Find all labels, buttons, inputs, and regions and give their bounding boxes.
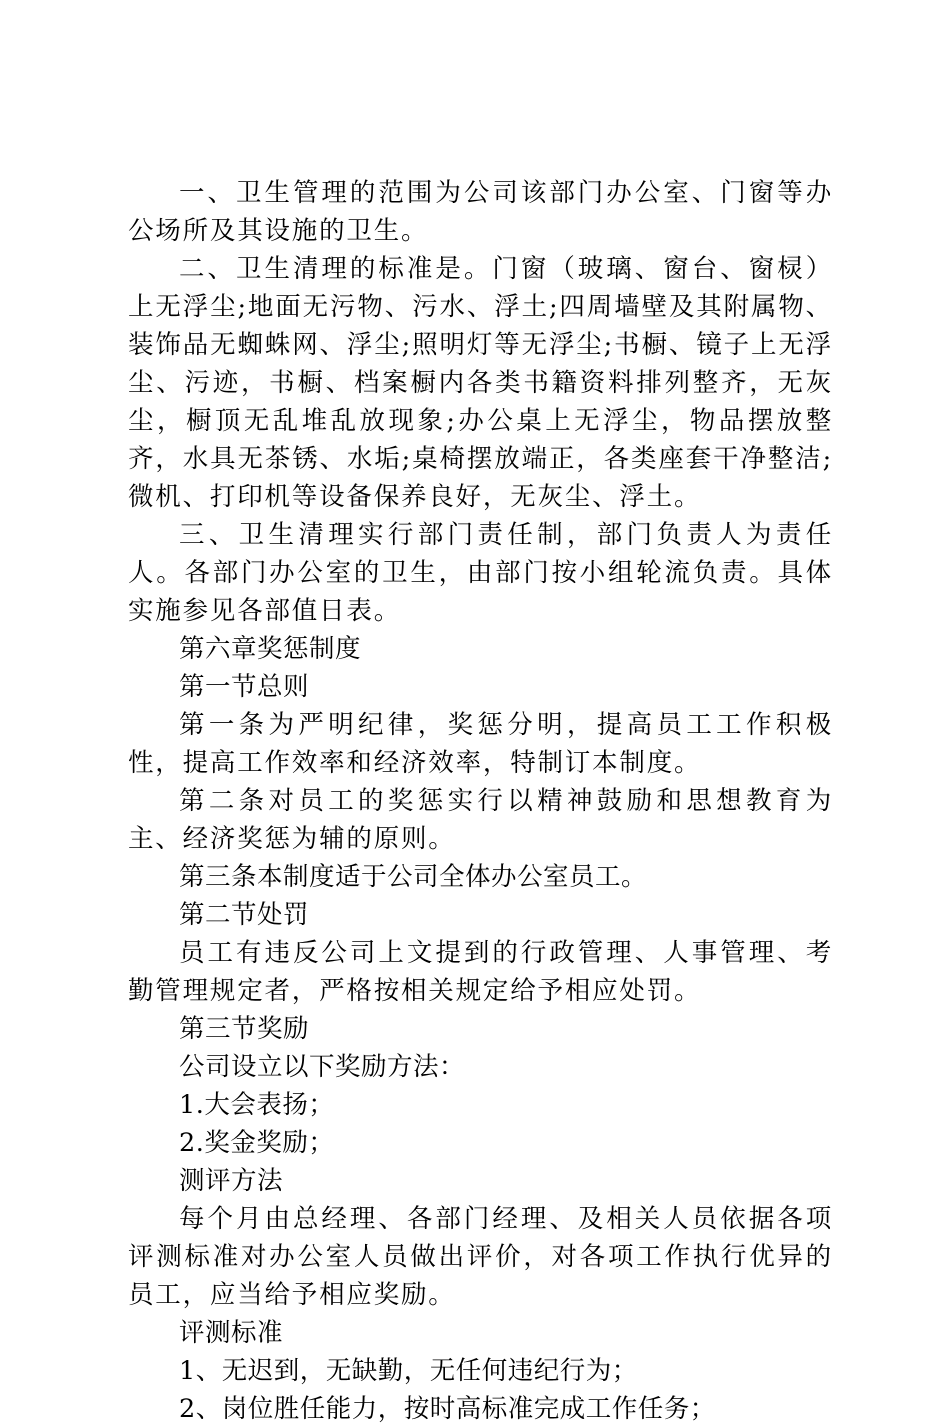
paragraph-cleaning-standard: 二、卫生清理的标准是。门窗（玻璃、窗台、窗棂）上无浮尘;地面无污物、污水、浮土;四周墙壁及其附属物、装饰品无蜘蛛网、浮尘;照明灯等无浮尘;书橱、镜子上无浮尘、污迹，书橱、档案橱内各类书籍资料排列整齐，无灰尘，橱顶无乱堆乱放现象;办公桌上无浮尘，物品摆放整齐，水具无茶锈、水垢;桌椅摆放端正，各类座套干净整洁;微机、打印机等设备保养良好，无灰尘、浮土。	[128, 254, 833, 512]
chapter-heading: 第六章奖惩制度	[179, 634, 362, 664]
section-heading-reward: 第三节奖励	[179, 1014, 310, 1044]
article-three: 第三条本制度适于公司全体办公室员工。	[179, 862, 648, 892]
document-body	[128, 174, 833, 1428]
paragraph-penalty: 员工有违反公司上文提到的行政管理、人事管理、考勤管理规定者，严格按相关规定给予相应处罚。	[128, 938, 833, 1006]
list-item-reward-2: 2.奖金奖励；	[179, 1128, 335, 1158]
list-item-criteria-1: 1、无迟到，无缺勤，无任何违纪行为；	[179, 1356, 638, 1386]
heading-evaluation-criteria: 评测标准	[179, 1318, 284, 1348]
section-heading-penalty: 第二节处罚	[179, 900, 310, 930]
paragraph-sanitation-scope: 一、卫生管理的范围为公司该部门办公室、门窗等办公场所及其设施的卫生。	[128, 178, 833, 246]
list-item-reward-1: 1.大会表扬；	[179, 1090, 335, 1120]
section-heading-general: 第一节总则	[179, 672, 310, 702]
paragraph-evaluation-method: 每个月由总经理、各部门经理、及相关人员依据各项评测标准对办公室人员做出评价，对各项工作执行优异的员工，应当给予相应奖励。	[128, 1204, 833, 1310]
paragraph-responsibility-system: 三、卫生清理实行部门责任制，部门负责人为责任人。各部门办公室的卫生，由部门按小组轮流负责。具体实施参见各部值日表。	[128, 520, 833, 626]
article-one: 第一条为严明纪律，奖惩分明，提高员工工作积极性，提高工作效率和经济效率，特制订本制度。	[128, 710, 833, 778]
list-item-criteria-2: 2、岗位胜任能力，按时高标准完成工作任务；	[179, 1394, 716, 1424]
article-two: 第二条对员工的奖惩实行以精神鼓励和思想教育为主、经济奖惩为辅的原则。	[128, 786, 833, 854]
heading-evaluation-method: 测评方法	[179, 1166, 284, 1196]
paragraph-reward-methods: 公司设立以下奖励方法：	[179, 1052, 466, 1082]
